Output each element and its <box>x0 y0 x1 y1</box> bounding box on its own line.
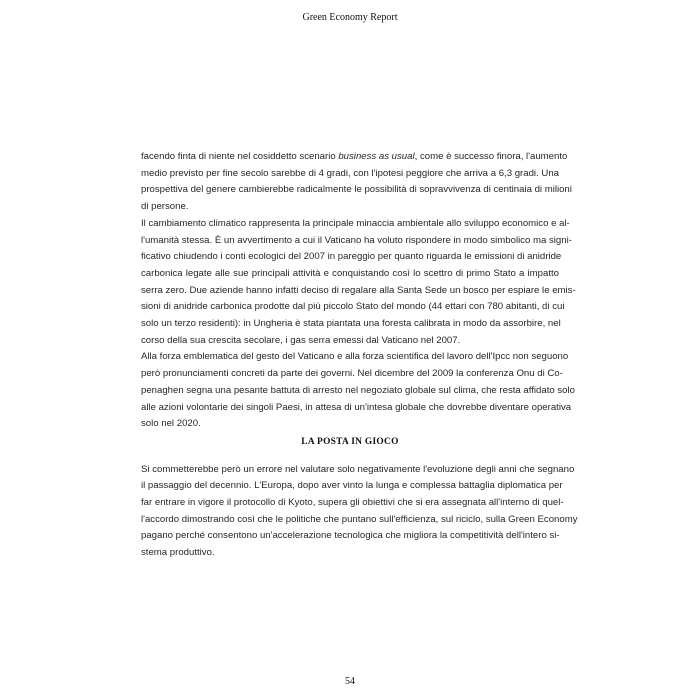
text-line: alle azioni volontarie dei singoli Paesi, in attesa di un'intesa globale che dovrebbe diventare operativa <box>141 401 572 413</box>
text-line: il passaggio del decennio. L'Europa, dopo aver vinto la lunga e complessa battaglia diplomatica per <box>141 480 563 492</box>
text-line: sioni di anidride carbonica prodotte dal più piccolo Stato del mondo (44 ettari con 780 abitanti, di cui <box>141 301 565 313</box>
text-line <box>141 149 568 166</box>
text-line: stema produttivo. <box>141 547 215 559</box>
text-line: penaghen segna una pesante battuta di arresto nel negoziato globale sul clima, che resta affidato solo <box>141 384 575 396</box>
paragraph <box>141 349 575 433</box>
text-line: Alla forza emblematica del gesto del Vaticano e alla forza scientifica del lavoro dell'Ipcc non seguono <box>141 351 569 363</box>
text-line: carbonica legate alle sue principali attività e conquistando così lo scettro di primo Stato a impatto <box>141 267 559 279</box>
text-line: però pronunciamenti concreti da parte dei governi. Nel dicembre del 2009 la conferenza Onu di Co- <box>141 368 563 380</box>
text-line: Si commetterebbe però un errore nel valutare solo negativamente l'evoluzione degli anni che segnano <box>141 463 575 475</box>
body-text <box>141 149 576 433</box>
text-line: pagano perché consentono un'accelerazione tecnologica che migliora la competitività dell'intero si- <box>141 530 560 542</box>
italic-phrase: business as usual <box>338 151 415 162</box>
section-text <box>141 452 578 571</box>
text-run: facendo finta di niente nel cosiddetto scenario <box>141 151 339 162</box>
text-line: serra zero. Due aziende hanno infatti deciso di regalare alla Santa Sede un bosco per espiare le emis- <box>141 284 576 296</box>
paragraph <box>141 149 572 216</box>
text-line: l'accordo dimostrando così che le politiche che puntano sull'efficienza, sul riciclo, sulla Green Economy <box>141 513 578 525</box>
text-line: prospettiva del genere cambierebbe radicalmente le possibilità di sopravvivenza di centinaia di milioni <box>141 184 572 196</box>
running-header: Green Economy Report <box>302 12 398 23</box>
text-line: l'umanità stessa. È un avvertimento a cui il Vaticano ha voluto rispondere in modo simbolico ma signi- <box>141 234 572 246</box>
text-line: corso della sua crescita secolare, i gas serra emessi dal Vaticano nel 2007. <box>141 334 461 346</box>
paragraph <box>141 462 578 562</box>
paragraph <box>141 216 576 350</box>
section-heading: LA POSTA IN GIOCO <box>301 437 399 447</box>
text-line: medio previsto per fine secolo sarebbe di 4 gradi, con l'ipotesi peggiore che arriva a 6,3 gradi. Una <box>141 167 559 179</box>
text-line: ficativo chiudendo i conti ecologici del 2007 in pareggio per quanto riguarda le emissioni di anidride <box>141 251 562 263</box>
text-run: , come è successo finora, l'aumento <box>414 151 568 162</box>
page-number: 54 <box>345 676 355 687</box>
text-line: Il cambiamento climatico rappresenta la principale minaccia ambientale allo sviluppo economico e al- <box>141 217 570 229</box>
text-line: solo un terzo residenti): in Ungheria è stata piantata una foresta calibrata in modo da assorbire, nel <box>141 318 561 330</box>
text-line: solo nel 2020. <box>141 418 201 430</box>
text-line: di persone. <box>141 201 189 213</box>
text-line: far entrare in vigore il protocollo di Kyoto, supera gli obiettivi che si era assegnata all'interno di quel- <box>141 497 564 508</box>
